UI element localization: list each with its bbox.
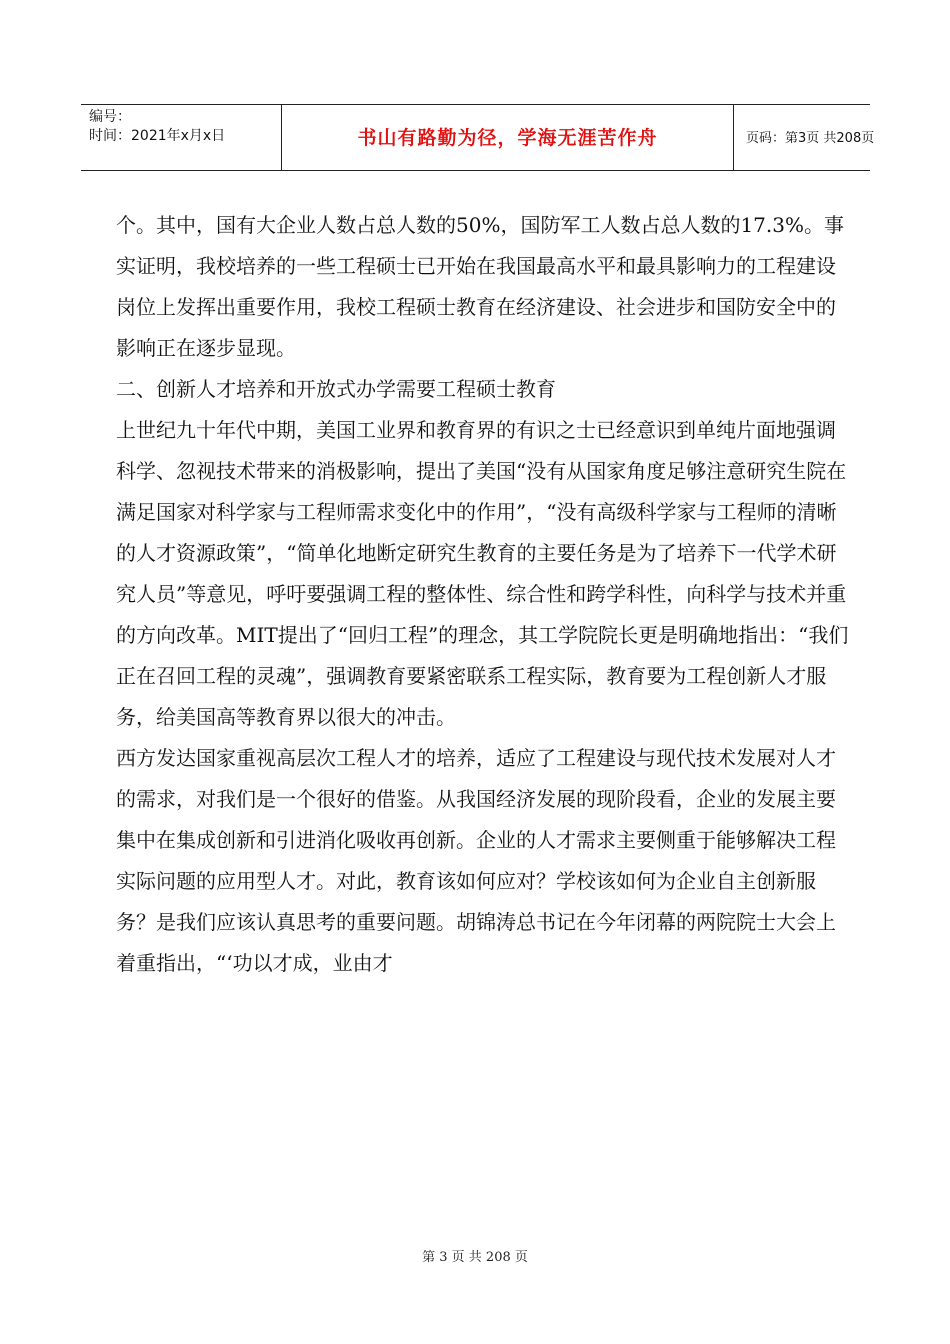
header-meta [81, 105, 281, 170]
body-paragraph: 上世纪九十年代中期，美国工业界和教育界的有识之士已经意识到单纯片面地强调科学、忽视技术带来的消极影响，提出了美国“没有从国家角度足够注意研究生院在满足国家对科学家与工程师需求变化中的作用”，“没有高级科学家与工程师的清晰的人才资源政策”，“简单化地断定研究生教育的主要任务是为了培养下一代学术研究人员”等意见，呼吁要强调工程的整体性、综合性和跨学科性，向科学与技术并重的方向改革。MIT提出了“回归工程”的理念，其工学院院长更是明确地指出：“我们正在召回工程的灵魂”，强调教育要紧密联系工程实际，教育要为工程创新人才服务，给美国高等教育界以很大的冲击。 [116, 418, 849, 729]
page-footer: 第 3 页 共 208 页 [422, 1250, 528, 1265]
header-motto: 书山有路勤为径，学海无涯苦作舟 [281, 105, 734, 170]
document-time-label: 时间：2021年x月x日 [89, 128, 226, 144]
document-body [116, 205, 852, 984]
document-number-label: 编号： [89, 109, 131, 125]
document-header [81, 104, 875, 171]
header-page-info: 页码：第3页 共208页 [746, 131, 875, 146]
body-paragraph: 西方发达国家重视高层次工程人才的培养，适应了工程建设与现代技术发展对人才的需求，对我们是一个很好的借鉴。从我国经济发展的现阶段看，企业的发展主要集中在集成创新和引进消化吸收再创新。企业的人才需求主要侧重于能够解决工程实际问题的应用型人才。对此，教育该如何应对？学校该如何为企业自主创新服务？是我们应该认真思考的重要问题。胡锦涛总书记在今年闭幕的两院院士大会上着重指出，“‘功以才成，业由才 [116, 746, 836, 975]
section-heading: 二、创新人才培养和开放式办学需要工程硕士教育 [116, 377, 556, 401]
body-paragraph: 个。其中，国有大企业人数占总人数的50%，国防军工人数占总人数的17.3%。事实证明，我校培养的一些工程硕士已开始在我国最高水平和最具影响力的工程建设岗位上发挥出重要作用，我校工程硕士教育在经济建设、社会进步和国防安全中的影响正在逐步显现。 [116, 213, 844, 360]
